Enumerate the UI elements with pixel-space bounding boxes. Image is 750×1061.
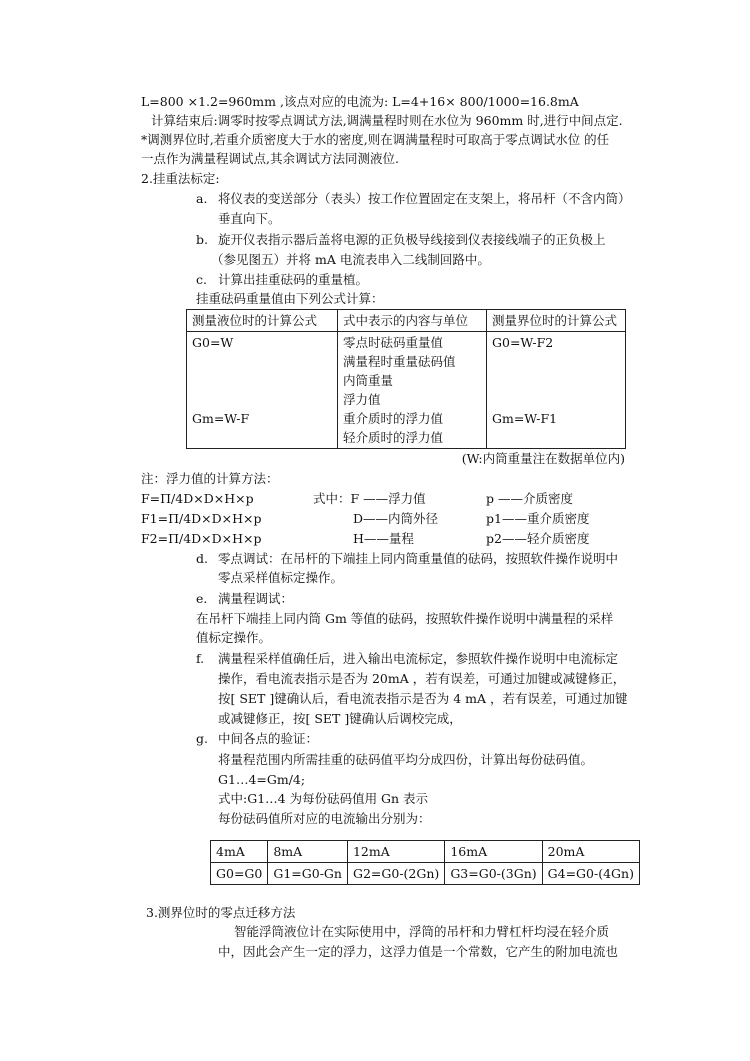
- table-cell: G2=G0-(2Gn): [347, 863, 444, 885]
- item-e-line-2: 在吊杆下端挂上同内筒 Gm 等值的砝码，按照软件操作说明中满量程的采样: [196, 611, 614, 626]
- section-2-title: 2.挂重法标定:: [141, 171, 220, 186]
- item-a-line-1: 将仪表的变送部分（表头）按工作位置固定在支架上，将吊杆（不含内筒）: [218, 191, 631, 206]
- item-a-marker: a.: [196, 191, 208, 206]
- note-line-2: 一点作为满量程调试点,其余调试方法同测液位.: [141, 151, 399, 166]
- item-b-line-1: 旋开仪表指示器后盖将电源的正负极导线接到仪表接线端子的正负极上: [218, 232, 606, 247]
- table-cell: G0=G0: [211, 863, 268, 885]
- formula: F=Π/4D×D×H×p: [141, 491, 254, 506]
- formula: F2=Π/4D×D×H×p: [141, 531, 262, 546]
- table-cell: [187, 332, 338, 449]
- cell-line: [192, 352, 332, 371]
- item-c-line-2: 挂重砝码重量值由下列公式计算：: [196, 291, 384, 306]
- cell-line: 浮力值: [343, 392, 381, 407]
- current-output-table: [210, 840, 640, 885]
- item-b-line-2: （参见图五）并将 mA 电流表串入二线制回路中。: [211, 252, 490, 267]
- item-f-marker: f.: [196, 651, 205, 666]
- item-f-line-1: 满量程采样值确任后，进入输出电流标定，参照软件操作说明中电流标定: [218, 651, 619, 666]
- cell-line: G0=W-F2: [492, 335, 554, 350]
- formula-legend: p2——轻介质密度: [486, 531, 590, 546]
- calc-line-2: 计算结束后:调零时按零点调试方法,调满量程时则在水位为 960mm 时,进行中间点定.: [151, 113, 623, 128]
- formula: F1=Π/4D×D×H×p: [141, 511, 262, 526]
- cell-line: [192, 428, 332, 447]
- cell-line: [192, 390, 332, 409]
- item-d-marker: d.: [196, 551, 208, 566]
- calc-line-1: L=800 ×1.2=960mm ,该点对应的电流为: L=4+16× 800/1000=16.8mA: [141, 94, 579, 109]
- item-g-marker: g.: [196, 731, 208, 746]
- item-e-line-3: 值标定操作。: [196, 630, 272, 645]
- weight-formula-table: [186, 309, 626, 449]
- formula-legend: D——内筒外径: [353, 511, 439, 526]
- table-cell: G1=G0-Gn: [268, 863, 348, 885]
- item-a-line-2: 垂直向下。: [218, 211, 281, 226]
- item-g-line-1: 中间各点的验证：: [218, 731, 319, 746]
- item-c-line-1: 计算出挂重砝码的重量植。: [218, 272, 369, 287]
- item-g-line-2: 将量程范围内所需挂重的砝码值平均分成四份，计算出每份砝码值。: [218, 752, 594, 767]
- table-row: [211, 841, 640, 863]
- table-cell: [487, 332, 626, 449]
- table-header: 式中表示的内容与单位: [338, 310, 487, 332]
- cell-line: 零点时砝码重量值: [343, 335, 444, 350]
- table-cell: [338, 332, 487, 449]
- cell-line: Gm=W-F1: [492, 411, 558, 426]
- cell-line: G0=W: [192, 335, 234, 350]
- item-c-marker: c.: [196, 272, 207, 287]
- item-g-line-5: 每份砝码值所对应的电流输出分别为：: [218, 811, 431, 826]
- item-e-marker: e.: [196, 591, 208, 606]
- table-header-row: [187, 310, 626, 332]
- section-3-line-1: 智能浮筒液位计在实际使用中，浮筒的吊杆和力臂杠杆均浸在轻介质: [234, 924, 610, 939]
- cell-line: [492, 371, 620, 390]
- formula-legend: 式中：F ——浮力值: [313, 491, 426, 506]
- table-header: 测量液位时的计算公式: [187, 310, 338, 332]
- formula-legend: H——量程: [353, 531, 414, 546]
- table-cell: G3=G0-(3Gn): [445, 863, 542, 885]
- cell-line: [492, 428, 620, 447]
- item-g-line-4: 式中:G1…4 为每份砝码值用 Gn 表示: [218, 791, 429, 806]
- cell-line: Gm=W-F: [192, 411, 250, 426]
- item-d-line-1: 零点调试：在吊杆的下端挂上同内筒重量值的砝码，按照软件操作说明中: [218, 551, 619, 566]
- formula-legend: p ——介质密度: [486, 491, 573, 506]
- table-row: [187, 332, 626, 449]
- section-3-title: 3.测界位时的零点迁移方法: [146, 905, 296, 920]
- item-d-line-2: 零点采样值标定操作。: [218, 570, 344, 585]
- table-cell: G4=G0-(4Gn): [542, 863, 639, 885]
- item-b-marker: b.: [196, 232, 208, 247]
- cell-line: 重介质时的浮力值: [343, 411, 444, 426]
- cell-line: 满量程时重量砝码值: [343, 354, 456, 369]
- table-row: [211, 863, 640, 885]
- item-f-line-2: 操作，看电流表指示是否为 20mA ，若有误差，可通过加键或减键修正，: [218, 671, 626, 686]
- table-header: 测量界位时的计算公式: [487, 310, 626, 332]
- item-g-line-3: G1…4=Gm/4;: [218, 772, 306, 787]
- item-f-line-3: 按[ SET ]键确认后，看电流表指示是否为 4 mA ，若有误差，可通过加键: [218, 691, 628, 706]
- note-line-1: *调测界位时,若重介质密度大于水的密度,则在调满量程时可取高于零点调试水位 的任: [141, 132, 610, 147]
- cell-line: [492, 390, 620, 409]
- section-3-line-2: 中，因此会产生一定的浮力，这浮力值是一个常数，它产生的附加电流也: [218, 944, 619, 959]
- table-cell: 16mA: [445, 841, 542, 863]
- note-title: 注：浮力值的计算方法：: [141, 471, 279, 486]
- table-cell: 4mA: [211, 841, 268, 863]
- formula-legend: p1——重介质密度: [486, 511, 590, 526]
- cell-line: [492, 352, 620, 371]
- table-footnote: (W:内筒重量注在数据单位内): [461, 451, 625, 466]
- item-e-line-1: 满量程调试：: [218, 591, 294, 606]
- cell-line: 内筒重量: [343, 373, 394, 388]
- cell-line: [192, 371, 332, 390]
- cell-line: 轻介质时的浮力值: [343, 430, 444, 445]
- table-cell: 20mA: [542, 841, 639, 863]
- item-f-line-4: 或减键修正，按[ SET ]键确认后调校完成，: [218, 711, 462, 726]
- table-cell: 8mA: [268, 841, 348, 863]
- table-cell: 12mA: [347, 841, 444, 863]
